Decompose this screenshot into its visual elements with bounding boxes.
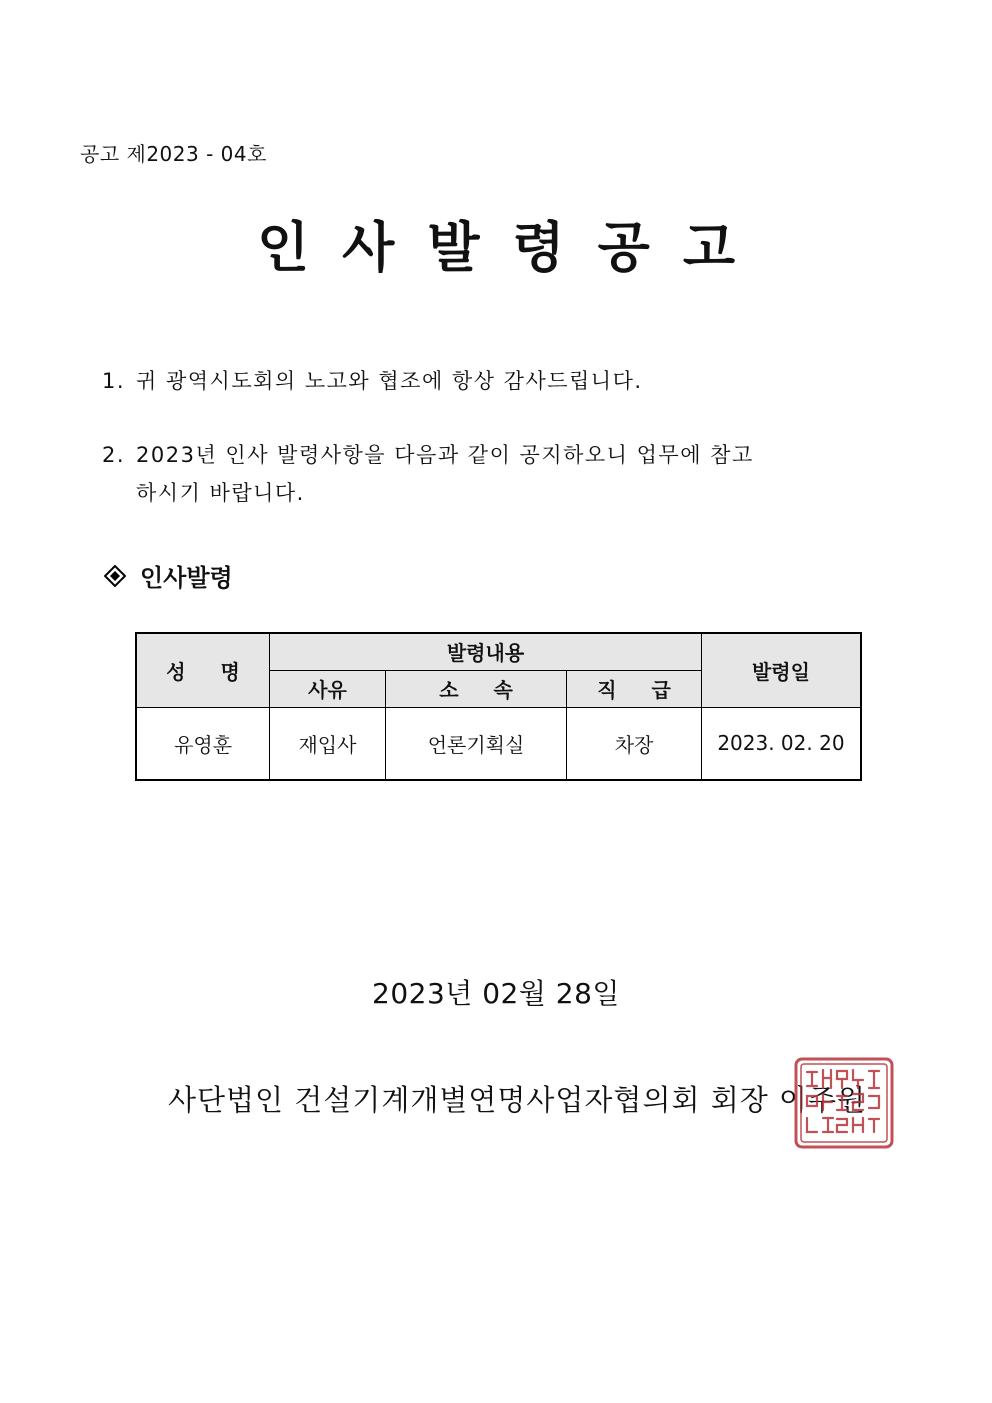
paragraph-2 [102, 436, 754, 512]
cell-rank: 차장 [567, 707, 702, 780]
paragraph-2-number: 2. [102, 443, 126, 467]
seal-text: 사단법인건설기계개별연명사업자협의회장인 [793, 1056, 813, 1057]
paragraph-1-number: 1. [102, 369, 126, 393]
header-reason: 사유 [270, 670, 386, 707]
header-date: 발령일 [701, 633, 861, 707]
issue-date: 2023년 02월 28일 [372, 977, 620, 1010]
section-heading [104, 558, 233, 593]
paragraph-1 [102, 362, 643, 400]
cell-date: 2023. 02. 20 [701, 707, 861, 780]
header-affiliation: 소 속 [385, 670, 566, 707]
page-title: 인사발령공고 [257, 216, 768, 279]
table-row [136, 707, 861, 780]
notice-number: 공고 제2023 - 04호 [80, 142, 267, 166]
cell-name: 유영훈 [136, 707, 270, 780]
cell-reason: 재입사 [270, 707, 386, 780]
header-rank: 직 급 [567, 670, 702, 707]
section-heading-label: 인사발령 [140, 564, 233, 592]
paragraph-1-line-1: 귀 광역시도회의 노고와 협조에 항상 감사드립니다. [136, 369, 643, 393]
appointment-table [135, 632, 862, 781]
paragraph-2-line-2: 하시기 바랍니다. [136, 481, 305, 505]
header-name: 성 명 [136, 633, 270, 707]
signature-line: 사단법인 건설기계개별연명사업자협의회 회장 이주원 [168, 1083, 866, 1117]
paragraph-2-line-1: 2023년 인사 발령사항을 다음과 같이 공지하오니 업무에 참고 [136, 443, 754, 467]
official-seal-icon [793, 1056, 895, 1150]
cell-affiliation: 언론기획실 [385, 707, 566, 780]
diamond-icon [104, 565, 126, 587]
header-content: 발령내용 [270, 633, 702, 670]
